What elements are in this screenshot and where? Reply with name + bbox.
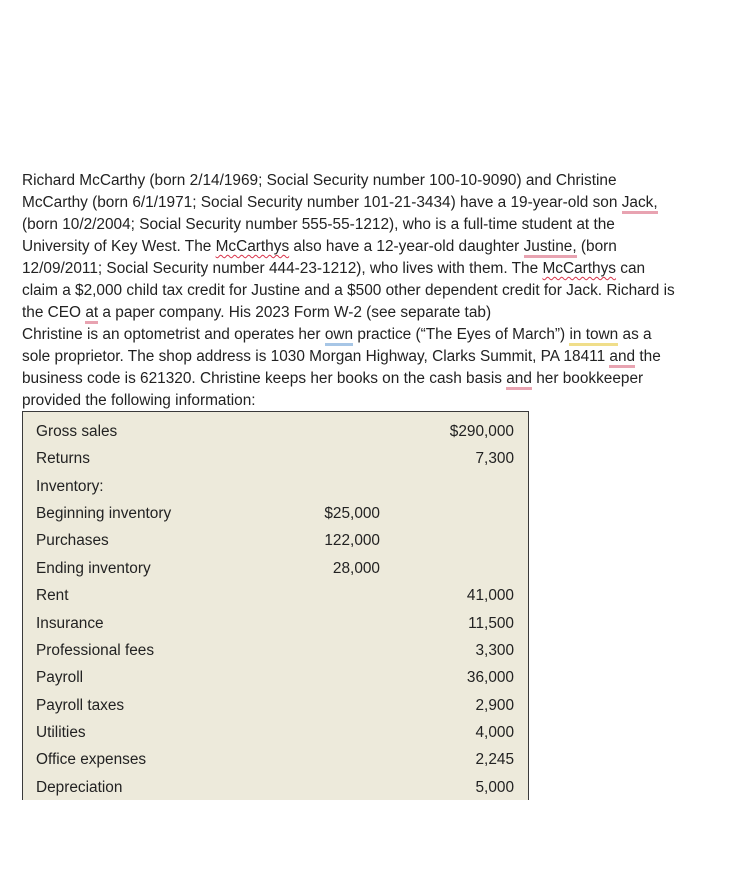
row-amount: 2,245 <box>475 751 514 768</box>
text-line: 12/09/2011; Social Security number 444-23-1212), who lives with them. The <box>22 260 543 277</box>
spelling-flag[interactable]: McCarthys <box>215 238 290 255</box>
row-label: Professional fees <box>36 642 155 659</box>
row-amount: 4,000 <box>475 724 514 741</box>
row-label: Beginning inventory <box>36 505 172 522</box>
row-label: Payroll <box>36 669 84 686</box>
table-row <box>23 527 528 554</box>
text-line: claim a $2,000 child tax credit for Justine and a $500 other dependent credit for Jack. Richard is <box>22 282 675 299</box>
row-amount: 11,500 <box>468 615 514 632</box>
table-row <box>23 774 528 801</box>
text-line: (born <box>576 238 617 255</box>
text-line: a paper company. His 2023 Form W-2 (see separate tab) <box>98 304 492 321</box>
row-amount: 2,900 <box>475 697 514 714</box>
text-line: provided the following information: <box>22 392 256 409</box>
row-label: Inventory: <box>36 478 104 495</box>
table-row <box>23 473 528 500</box>
grammar-flag[interactable]: and <box>506 370 532 390</box>
row-sub-amount: 122,000 <box>324 532 380 549</box>
row-label: Office expenses <box>36 751 147 768</box>
table-row <box>23 445 528 472</box>
grammar-flag[interactable]: at <box>85 304 98 324</box>
spelling-flag[interactable]: McCarthys <box>542 260 616 277</box>
text-line: the CEO <box>22 304 86 321</box>
table-row <box>23 692 528 719</box>
financial-table <box>22 411 529 800</box>
grammar-flag[interactable]: Jack, <box>622 194 658 214</box>
row-sub-amount: 28,000 <box>332 560 380 577</box>
table-row <box>23 746 528 773</box>
row-label: Rent <box>36 587 69 604</box>
row-label: Insurance <box>36 615 104 632</box>
paragraph-family <box>22 170 732 324</box>
text-line: McCarthy (born 6/1/1971; Social Security number 101-21-3434) have a 19-year-old son <box>22 194 622 211</box>
row-amount: 7,300 <box>475 450 514 467</box>
text-line: can <box>615 260 646 277</box>
text-line: Richard McCarthy (born 2/14/1969; Social Security number 100-10-9090) and Christine <box>22 172 617 189</box>
table-row <box>23 719 528 746</box>
row-label: Payroll taxes <box>36 697 125 714</box>
table-row <box>23 555 528 582</box>
row-label: Gross sales <box>36 423 118 440</box>
text-line: her bookkeeper <box>531 370 644 387</box>
clarity-flag[interactable]: own <box>325 326 353 346</box>
row-label: Purchases <box>36 532 109 549</box>
row-amount: 3,300 <box>475 642 514 659</box>
text-line: Christine is an optometrist and operates her <box>22 326 325 343</box>
row-amount: 41,000 <box>466 587 514 604</box>
paragraph-business <box>22 324 732 412</box>
row-label: Utilities <box>36 724 86 741</box>
grammar-flag[interactable]: Justine, <box>524 238 577 258</box>
grammar-flag[interactable]: and <box>609 348 635 368</box>
text-line: also have a 12-year-old daughter <box>289 238 524 255</box>
style-flag[interactable]: in town <box>569 326 618 346</box>
row-amount: $290,000 <box>449 423 514 440</box>
row-amount: 5,000 <box>475 779 514 796</box>
row-amount: 36,000 <box>466 669 514 686</box>
table-row <box>23 637 528 664</box>
text-line: University of Key West. The <box>22 238 216 255</box>
text-line: sole proprietor. The shop address is 1030 Morgan Highway, Clarks Summit, PA 18411 <box>22 348 610 365</box>
row-label: Returns <box>36 450 90 467</box>
text-line: business code is 621320. Christine keeps her books on the cash basis <box>22 370 507 387</box>
row-label: Ending inventory <box>36 560 151 577</box>
text-line: the <box>635 348 661 365</box>
table-row <box>23 610 528 637</box>
table-row <box>23 582 528 609</box>
document-body <box>22 170 732 412</box>
text-line: as a <box>618 326 652 343</box>
text-line: practice (“The Eyes of March”) <box>353 326 570 343</box>
table-row <box>23 664 528 691</box>
row-sub-amount: $25,000 <box>324 505 380 522</box>
table-row <box>23 418 528 445</box>
table-row <box>23 500 528 527</box>
text-line: (born 10/2/2004; Social Security number 555-55-1212), who is a full-time student at the <box>22 216 615 233</box>
row-label: Depreciation <box>36 779 123 796</box>
